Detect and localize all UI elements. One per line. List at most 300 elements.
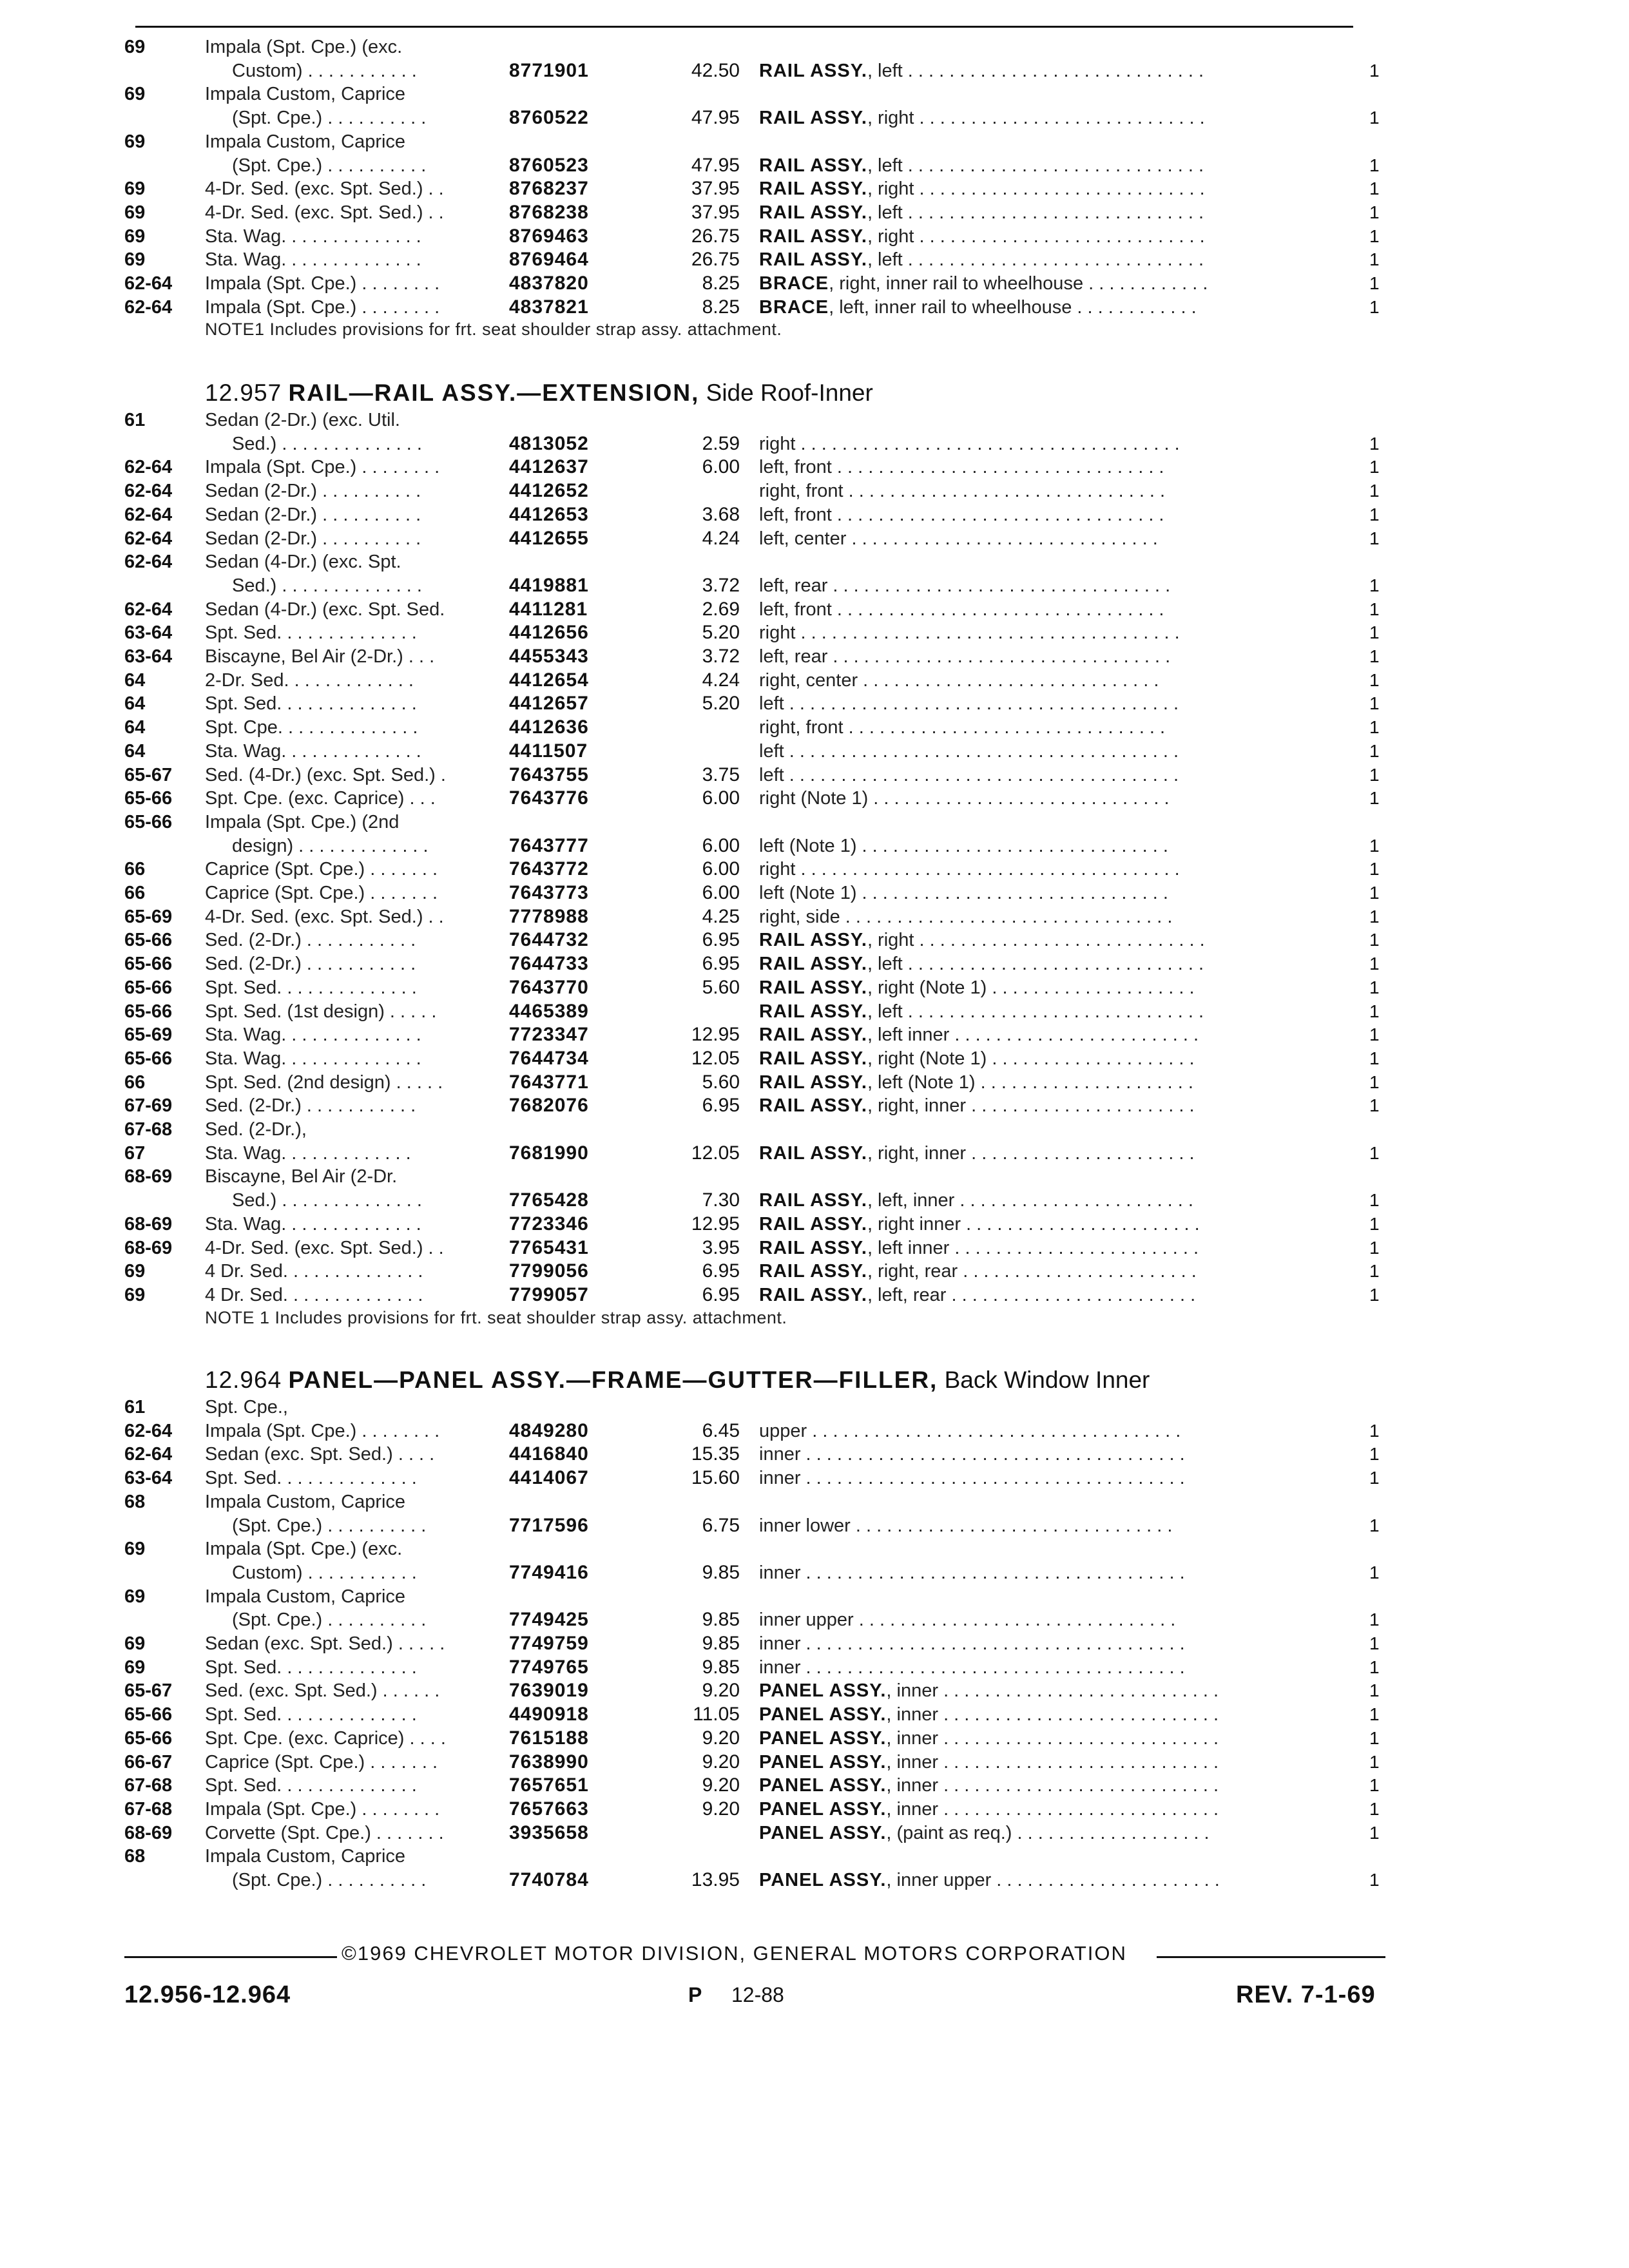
part-name: RAIL ASSY. bbox=[759, 178, 867, 200]
quantity: 1 bbox=[1369, 788, 1380, 809]
note-row bbox=[0, 318, 1629, 341]
table-row-detail bbox=[0, 787, 1629, 810]
quantity: 1 bbox=[1369, 1798, 1380, 1819]
price: 6.75 bbox=[702, 1514, 740, 1536]
part-description bbox=[759, 503, 1333, 526]
price: 12.05 bbox=[691, 1047, 740, 1069]
price: 6.95 bbox=[702, 1260, 740, 1282]
model-description: Sta. Wag. . . . . . . . . . . . . bbox=[205, 1142, 411, 1164]
part-description bbox=[759, 598, 1333, 621]
quantity: 1 bbox=[1369, 669, 1380, 690]
model-description: Sed.) . . . . . . . . . . . . . . bbox=[232, 575, 422, 596]
part-description bbox=[759, 881, 1333, 905]
model-years: 62-64 bbox=[124, 599, 173, 620]
price: 3.72 bbox=[702, 646, 740, 667]
model-description: (Spt. Cpe.) . . . . . . . . . . bbox=[232, 1515, 427, 1536]
model-years: 65-66 bbox=[124, 930, 173, 951]
quantity: 1 bbox=[1369, 599, 1380, 619]
model-description: 4-Dr. Sed. (exc. Spt. Sed.) . . bbox=[205, 906, 444, 927]
model-description: Sed.) . . . . . . . . . . . . . . bbox=[232, 1190, 422, 1211]
quantity: 1 bbox=[1369, 249, 1380, 270]
model-years: 62-64 bbox=[124, 552, 173, 573]
part-description bbox=[759, 1727, 1333, 1750]
model-years: 65-66 bbox=[124, 1001, 173, 1022]
part-detail: , right . . . . . . . . . . . . . . . . . . . . . . . . . . . . bbox=[867, 178, 1205, 200]
table-row-detail bbox=[0, 858, 1629, 881]
part-name: RAIL ASSY. bbox=[759, 1095, 867, 1117]
quantity: 1 bbox=[1369, 1048, 1380, 1068]
price: 9.85 bbox=[702, 1609, 740, 1631]
section-number: 12.964 bbox=[205, 1367, 282, 1393]
quantity: 1 bbox=[1369, 646, 1380, 666]
model-years: 69 bbox=[124, 1657, 146, 1678]
part-name: PANEL ASSY. bbox=[759, 1727, 887, 1749]
quantity: 1 bbox=[1369, 481, 1380, 501]
note-row bbox=[0, 1306, 1629, 1329]
table-row-detail bbox=[0, 598, 1629, 621]
part-description bbox=[759, 574, 1333, 597]
table-row bbox=[0, 35, 1629, 59]
table-row-detail bbox=[0, 716, 1629, 739]
part-number: 4411281 bbox=[509, 598, 588, 620]
model-years: 67 bbox=[124, 1142, 146, 1164]
part-detail: right . . . . . . . . . . . . . . . . . . . . . . . . . . . . . . . . . . . . . bbox=[759, 859, 1180, 880]
section-title: RAIL—RAIL ASSY.—EXTENSION, bbox=[288, 380, 700, 406]
model-description: Spt. Cpe. (exc. Caprice) . . . bbox=[205, 788, 436, 809]
part-name: RAIL ASSY. bbox=[759, 954, 867, 975]
part-detail: , left (Note 1) . . . . . . . . . . . . . . . . . . . . . bbox=[867, 1072, 1193, 1093]
table-row-detail bbox=[0, 1561, 1629, 1584]
table-row bbox=[0, 1118, 1629, 1141]
part-detail: left, front . . . . . . . . . . . . . . . . . . . . . . . . . . . . . . . . bbox=[759, 457, 1164, 478]
model-years: 68 bbox=[124, 1846, 146, 1867]
part-name: PANEL ASSY. bbox=[759, 1798, 887, 1820]
model-description: Impala (Spt. Cpe.) . . . . . . . . bbox=[205, 273, 440, 294]
price: 5.20 bbox=[702, 622, 740, 644]
table-row-detail bbox=[0, 1443, 1629, 1466]
model-description: Sta. Wag. . . . . . . . . . . . . . bbox=[205, 1048, 421, 1069]
price: 4.24 bbox=[702, 669, 740, 691]
model-years: 64 bbox=[124, 693, 146, 715]
part-description bbox=[759, 669, 1333, 692]
model-years: 65-66 bbox=[124, 977, 173, 998]
model-years: 62-64 bbox=[124, 481, 173, 502]
part-name: RAIL ASSY. bbox=[759, 155, 867, 176]
table-row-detail bbox=[0, 154, 1629, 177]
quantity: 1 bbox=[1369, 528, 1380, 548]
model-description: Sta. Wag. . . . . . . . . . . . . . bbox=[205, 1213, 421, 1235]
quantity: 1 bbox=[1369, 296, 1380, 317]
part-number: 4837821 bbox=[509, 296, 589, 318]
model-years: 68-69 bbox=[124, 1237, 173, 1258]
part-description bbox=[759, 1751, 1333, 1774]
part-number: 7643771 bbox=[509, 1071, 589, 1093]
part-description bbox=[759, 1023, 1333, 1046]
part-description bbox=[759, 177, 1333, 200]
price: 8.25 bbox=[702, 273, 740, 294]
table-row-detail bbox=[0, 621, 1629, 644]
part-detail: left . . . . . . . . . . . . . . . . . . . . . . . . . . . . . . . . . . . . . . bbox=[759, 740, 1179, 762]
part-number: 4412654 bbox=[509, 669, 589, 691]
part-name: RAIL ASSY. bbox=[759, 202, 867, 223]
part-number: 7765431 bbox=[509, 1236, 589, 1258]
model-description: Sta. Wag. . . . . . . . . . . . . . bbox=[205, 740, 421, 762]
part-description bbox=[759, 1443, 1333, 1466]
model-description: 4 Dr. Sed. . . . . . . . . . . . . . bbox=[205, 1284, 423, 1305]
part-description bbox=[759, 1142, 1333, 1165]
price: 9.20 bbox=[702, 1680, 740, 1702]
price: 9.85 bbox=[702, 1656, 740, 1678]
table-row-detail bbox=[0, 1047, 1629, 1070]
model-years: 66 bbox=[124, 859, 146, 880]
part-detail: right . . . . . . . . . . . . . . . . . . . . . . . . . . . . . . . . . . . . . bbox=[759, 622, 1180, 644]
table-row bbox=[0, 1490, 1629, 1514]
quantity: 1 bbox=[1369, 1704, 1380, 1725]
part-number: 7749759 bbox=[509, 1633, 589, 1654]
footer-copyright: ©1969 CHEVROLET MOTOR DIVISION, GENERAL MOTORS CORPORATION bbox=[342, 1942, 1127, 1965]
part-name: RAIL ASSY. bbox=[759, 249, 867, 271]
part-description bbox=[759, 1656, 1333, 1679]
model-years: 69 bbox=[124, 226, 146, 247]
quantity: 1 bbox=[1369, 693, 1380, 714]
part-description bbox=[759, 1679, 1333, 1702]
part-description bbox=[759, 621, 1333, 644]
model-description: Sedan (2-Dr.) . . . . . . . . . . bbox=[205, 504, 421, 525]
price: 3.68 bbox=[702, 503, 740, 525]
part-name: RAIL ASSY. bbox=[759, 1213, 867, 1235]
quantity: 1 bbox=[1369, 859, 1380, 879]
model-description: Impala (Spt. Cpe.) (2nd bbox=[205, 811, 400, 832]
part-detail: , left . . . . . . . . . . . . . . . . . . . . . . . . . . . . . bbox=[867, 954, 1204, 975]
part-number: 7644732 bbox=[509, 929, 589, 951]
section-note: NOTE1 Includes provisions for frt. seat shoulder strap assy. attachment. bbox=[205, 320, 782, 340]
part-description bbox=[759, 905, 1333, 928]
table-row-detail bbox=[0, 692, 1629, 715]
part-detail: , inner . . . . . . . . . . . . . . . . . . . . . . . . . . . bbox=[886, 1751, 1219, 1773]
model-description: Sed. (2-Dr.) . . . . . . . . . . . bbox=[205, 1095, 416, 1117]
part-description bbox=[759, 1419, 1333, 1443]
part-description bbox=[759, 1798, 1333, 1821]
price: 26.75 bbox=[691, 249, 740, 271]
part-number: 8768238 bbox=[509, 201, 589, 223]
quantity: 1 bbox=[1369, 622, 1380, 643]
part-description bbox=[759, 928, 1333, 952]
model-description: Spt. Sed. . . . . . . . . . . . . . bbox=[205, 1468, 417, 1489]
section-title: PANEL—PANEL ASSY.—FRAME—GUTTER—FILLER, bbox=[288, 1367, 938, 1393]
footer-rule-right bbox=[1157, 1956, 1385, 1958]
part-detail: inner . . . . . . . . . . . . . . . . . . . . . . . . . . . . . . . . . . . . . bbox=[759, 1633, 1185, 1654]
model-description: Spt. Cpe., bbox=[205, 1397, 288, 1418]
part-description bbox=[759, 1000, 1333, 1023]
part-detail: , right inner . . . . . . . . . . . . . . . . . . . . . . . bbox=[867, 1213, 1200, 1235]
price: 5.60 bbox=[702, 976, 740, 998]
part-description bbox=[759, 1260, 1333, 1283]
part-description bbox=[759, 154, 1333, 177]
price: 47.95 bbox=[691, 154, 740, 176]
part-name: RAIL ASSY. bbox=[759, 1190, 867, 1211]
footer-section-letter: P bbox=[688, 1983, 702, 2006]
part-description bbox=[759, 456, 1333, 479]
part-detail: , left, inner rail to wheelhouse . . . . . . . . . . . . bbox=[829, 296, 1197, 318]
quantity: 1 bbox=[1369, 1190, 1380, 1211]
part-number: 7765428 bbox=[509, 1189, 589, 1211]
table-row-detail bbox=[0, 834, 1629, 858]
model-description: Sedan (2-Dr.) (exc. Util. bbox=[205, 410, 400, 430]
price: 15.35 bbox=[691, 1443, 740, 1465]
part-name: PANEL ASSY. bbox=[759, 1680, 887, 1702]
part-number: 7643773 bbox=[509, 882, 589, 903]
model-years: 67-68 bbox=[124, 1775, 173, 1796]
part-number: 7799057 bbox=[509, 1283, 589, 1305]
part-name: RAIL ASSY. bbox=[759, 1142, 867, 1164]
part-description bbox=[759, 479, 1333, 503]
quantity: 1 bbox=[1369, 202, 1380, 222]
part-description bbox=[759, 692, 1333, 715]
model-years: 63-64 bbox=[124, 622, 173, 644]
part-number: 7639019 bbox=[509, 1680, 589, 1702]
part-detail: left, center . . . . . . . . . . . . . . . . . . . . . . . . . . . . . . bbox=[759, 528, 1158, 549]
price: 15.60 bbox=[691, 1467, 740, 1489]
table-row bbox=[0, 1165, 1629, 1188]
part-number: 4465389 bbox=[509, 1000, 589, 1022]
quantity: 1 bbox=[1369, 1261, 1380, 1282]
part-description bbox=[759, 1774, 1333, 1797]
model-description: Sed. (2-Dr.), bbox=[205, 1119, 307, 1140]
part-number: 7643770 bbox=[509, 976, 589, 998]
model-description: design) . . . . . . . . . . . . . bbox=[232, 835, 429, 856]
table-row-detail bbox=[0, 1283, 1629, 1307]
part-detail: , right . . . . . . . . . . . . . . . . . . . . . . . . . . . . bbox=[867, 226, 1205, 247]
part-number: 4813052 bbox=[509, 432, 589, 454]
table-row bbox=[0, 1585, 1629, 1608]
price: 9.85 bbox=[702, 1561, 740, 1583]
model-description: Caprice (Spt. Cpe.) . . . . . . . bbox=[205, 859, 438, 880]
part-name: BRACE bbox=[759, 296, 829, 318]
quantity: 1 bbox=[1369, 740, 1380, 761]
model-years: 64 bbox=[124, 740, 146, 762]
part-description bbox=[759, 1189, 1333, 1212]
table-row-detail bbox=[0, 928, 1629, 952]
part-detail: , inner . . . . . . . . . . . . . . . . . . . . . . . . . . . bbox=[886, 1680, 1219, 1702]
part-detail: , left . . . . . . . . . . . . . . . . . . . . . . . . . . . . . bbox=[867, 1001, 1204, 1022]
model-years: 69 bbox=[124, 84, 146, 105]
table-row-detail bbox=[0, 1751, 1629, 1774]
table-row-detail bbox=[0, 669, 1629, 692]
model-years: 69 bbox=[124, 1586, 146, 1607]
price: 5.60 bbox=[702, 1071, 740, 1093]
part-description bbox=[759, 296, 1333, 319]
part-number: 8760522 bbox=[509, 107, 589, 129]
model-description: Sedan (2-Dr.) . . . . . . . . . . bbox=[205, 481, 421, 502]
quantity: 1 bbox=[1369, 717, 1380, 738]
footer-group-range: 12.956-12.964 bbox=[124, 1981, 291, 2008]
part-name: RAIL ASSY. bbox=[759, 1237, 867, 1258]
model-description: Impala (Spt. Cpe.) . . . . . . . . bbox=[205, 1420, 440, 1441]
table-row bbox=[0, 408, 1629, 432]
part-detail: , left . . . . . . . . . . . . . . . . . . . . . . . . . . . . . bbox=[867, 202, 1204, 223]
model-years: 66-67 bbox=[124, 1751, 173, 1773]
model-years: 65-66 bbox=[124, 954, 173, 975]
model-years: 69 bbox=[124, 178, 146, 200]
quantity: 1 bbox=[1369, 1633, 1380, 1653]
part-description bbox=[759, 432, 1333, 456]
table-row-detail bbox=[0, 1466, 1629, 1490]
part-detail: inner . . . . . . . . . . . . . . . . . . . . . . . . . . . . . . . . . . . . . bbox=[759, 1562, 1185, 1583]
part-description bbox=[759, 1236, 1333, 1260]
model-years: 61 bbox=[124, 1397, 146, 1418]
model-description: Impala (Spt. Cpe.) . . . . . . . . bbox=[205, 296, 440, 318]
part-detail: inner . . . . . . . . . . . . . . . . . . . . . . . . . . . . . . . . . . . . . bbox=[759, 1468, 1185, 1489]
table-row-detail bbox=[0, 272, 1629, 295]
price: 12.95 bbox=[691, 1213, 740, 1235]
model-description: Sed. (4-Dr.) (exc. Spt. Sed.) . bbox=[205, 764, 446, 785]
model-years: 69 bbox=[124, 1539, 146, 1560]
price: 37.95 bbox=[691, 178, 740, 200]
table-row-detail bbox=[0, 1679, 1629, 1702]
table-row-detail bbox=[0, 1821, 1629, 1845]
part-detail: right, center . . . . . . . . . . . . . . . . . . . . . . . . . . . . . bbox=[759, 669, 1159, 691]
model-years: 61 bbox=[124, 410, 146, 430]
part-detail: , right, inner . . . . . . . . . . . . . . . . . . . . . . bbox=[867, 1095, 1195, 1117]
part-number: 7799056 bbox=[509, 1260, 589, 1282]
footer-rule-left bbox=[124, 1956, 337, 1958]
model-years: 65-66 bbox=[124, 811, 173, 832]
part-number: 4412652 bbox=[509, 480, 589, 502]
part-number: 7778988 bbox=[509, 905, 589, 927]
model-description: Spt. Sed. . . . . . . . . . . . . . bbox=[205, 977, 417, 998]
table-row-detail bbox=[0, 1142, 1629, 1165]
quantity: 1 bbox=[1369, 1870, 1380, 1890]
model-description: Custom) . . . . . . . . . . . bbox=[232, 60, 417, 81]
price: 2.69 bbox=[702, 598, 740, 620]
quantity: 1 bbox=[1369, 108, 1380, 128]
price: 4.24 bbox=[702, 527, 740, 549]
part-number: 7643776 bbox=[509, 787, 589, 809]
table-row-detail bbox=[0, 1000, 1629, 1023]
model-description: Sed. (2-Dr.) . . . . . . . . . . . bbox=[205, 930, 416, 951]
model-years: 68 bbox=[124, 1491, 146, 1512]
part-description bbox=[759, 527, 1333, 550]
table-row-detail bbox=[0, 574, 1629, 597]
part-number: 4490918 bbox=[509, 1704, 589, 1725]
model-description: 4-Dr. Sed. (exc. Spt. Sed.) . . bbox=[205, 178, 444, 200]
model-description: Sedan (4-Dr.) (exc. Spt. bbox=[205, 552, 401, 573]
part-description bbox=[759, 764, 1333, 787]
model-description: Caprice (Spt. Cpe.) . . . . . . . bbox=[205, 1751, 438, 1773]
part-number: 7723347 bbox=[509, 1024, 589, 1046]
model-years: 65-66 bbox=[124, 1704, 173, 1725]
table-row-detail bbox=[0, 1727, 1629, 1750]
quantity: 1 bbox=[1369, 155, 1380, 175]
model-years: 69 bbox=[124, 249, 146, 271]
model-years: 63-64 bbox=[124, 646, 173, 667]
quantity: 1 bbox=[1369, 178, 1380, 199]
model-description: Sedan (exc. Spt. Sed.) . . . . . bbox=[205, 1633, 445, 1654]
model-years: 62-64 bbox=[124, 296, 173, 318]
table-row-detail bbox=[0, 976, 1629, 999]
model-description: (Spt. Cpe.) . . . . . . . . . . bbox=[232, 1870, 427, 1890]
model-years: 68-69 bbox=[124, 1166, 173, 1187]
part-number: 3935658 bbox=[509, 1821, 589, 1843]
part-name: PANEL ASSY. bbox=[759, 1822, 887, 1843]
model-years: 65-67 bbox=[124, 764, 173, 785]
model-description: Impala Custom, Caprice bbox=[205, 1846, 406, 1867]
part-number: 4412656 bbox=[509, 622, 589, 644]
part-description bbox=[759, 59, 1333, 82]
price: 6.95 bbox=[702, 953, 740, 975]
quantity: 1 bbox=[1369, 1213, 1380, 1234]
price: 3.72 bbox=[702, 574, 740, 596]
model-years: 62-64 bbox=[124, 504, 173, 525]
part-description bbox=[759, 1869, 1333, 1892]
part-detail: , (paint as req.) . . . . . . . . . . . . . . . . . . . bbox=[886, 1822, 1210, 1843]
table-row-detail bbox=[0, 1236, 1629, 1260]
price: 12.95 bbox=[691, 1024, 740, 1046]
model-description: Impala (Spt. Cpe.) . . . . . . . . bbox=[205, 457, 440, 478]
table-row-detail bbox=[0, 1608, 1629, 1631]
part-description bbox=[759, 1632, 1333, 1655]
model-description: Impala (Spt. Cpe.) (exc. bbox=[205, 37, 403, 57]
model-description: Spt. Sed. (1st design) . . . . . bbox=[205, 1001, 437, 1022]
quantity: 1 bbox=[1369, 764, 1380, 785]
table-row-detail bbox=[0, 432, 1629, 456]
part-number: 8760523 bbox=[509, 154, 589, 176]
price: 3.95 bbox=[702, 1236, 740, 1258]
part-name: BRACE bbox=[759, 273, 829, 294]
part-description bbox=[759, 952, 1333, 975]
part-name: RAIL ASSY. bbox=[759, 226, 867, 247]
part-description bbox=[759, 787, 1333, 810]
part-number: 7643772 bbox=[509, 858, 589, 880]
quantity: 1 bbox=[1369, 1237, 1380, 1258]
table-row-detail bbox=[0, 225, 1629, 248]
part-number: 7740784 bbox=[509, 1869, 589, 1890]
table-row bbox=[0, 1396, 1629, 1419]
model-description: Corvette (Spt. Cpe.) . . . . . . . bbox=[205, 1822, 444, 1843]
quantity: 1 bbox=[1369, 575, 1380, 595]
part-detail: left, front . . . . . . . . . . . . . . . . . . . . . . . . . . . . . . . . bbox=[759, 504, 1164, 525]
part-number: 8769463 bbox=[509, 225, 589, 247]
model-years: 69 bbox=[124, 131, 146, 152]
model-description: Biscayne, Bel Air (2-Dr.) . . . bbox=[205, 646, 435, 667]
model-description: Impala Custom, Caprice bbox=[205, 1491, 406, 1512]
table-row-detail bbox=[0, 1774, 1629, 1797]
part-detail: right, side . . . . . . . . . . . . . . . . . . . . . . . . . . . . . . . . bbox=[759, 906, 1173, 927]
part-detail: right . . . . . . . . . . . . . . . . . . . . . . . . . . . . . . . . . . . . . bbox=[759, 433, 1180, 454]
part-detail: left (Note 1) . . . . . . . . . . . . . . . . . . . . . . . . . . . . . . bbox=[759, 883, 1168, 903]
quantity: 1 bbox=[1369, 273, 1380, 293]
quantity: 1 bbox=[1369, 954, 1380, 974]
section-heading bbox=[205, 379, 873, 407]
part-detail: , right . . . . . . . . . . . . . . . . . . . . . . . . . . . . bbox=[867, 108, 1205, 129]
model-years: 64 bbox=[124, 669, 146, 691]
model-description: Sed. (exc. Spt. Sed.) . . . . . . bbox=[205, 1680, 440, 1702]
price: 3.75 bbox=[702, 764, 740, 785]
part-detail: right, front . . . . . . . . . . . . . . . . . . . . . . . . . . . . . . . bbox=[759, 717, 1166, 738]
part-number: 8768237 bbox=[509, 178, 589, 200]
model-description: Impala (Spt. Cpe.) . . . . . . . . bbox=[205, 1798, 440, 1820]
model-description: Impala Custom, Caprice bbox=[205, 131, 406, 152]
price: 9.85 bbox=[702, 1633, 740, 1654]
model-years: 69 bbox=[124, 202, 146, 223]
part-detail: , right, inner rail to wheelhouse . . . . . . . . . . . . bbox=[829, 273, 1208, 294]
part-detail: , left, inner . . . . . . . . . . . . . . . . . . . . . . . bbox=[867, 1190, 1193, 1211]
price: 9.20 bbox=[702, 1751, 740, 1773]
model-description: 4 Dr. Sed. . . . . . . . . . . . . . bbox=[205, 1261, 423, 1282]
model-description: 4-Dr. Sed. (exc. Spt. Sed.) . . bbox=[205, 1237, 444, 1258]
part-detail: inner . . . . . . . . . . . . . . . . . . . . . . . . . . . . . . . . . . . . . bbox=[759, 1657, 1185, 1678]
table-row-detail bbox=[0, 201, 1629, 224]
